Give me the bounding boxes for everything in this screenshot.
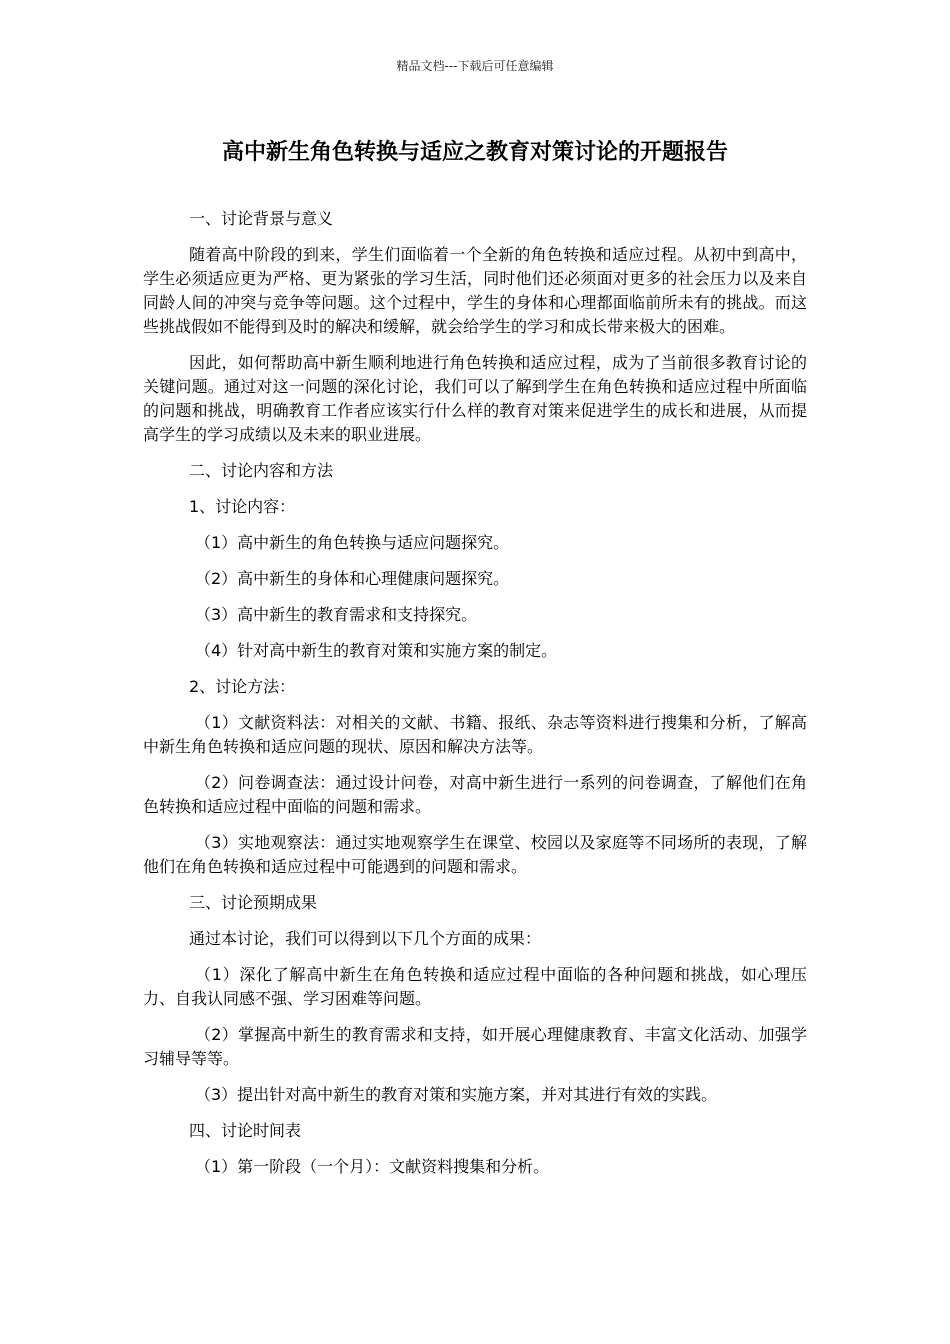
list-item: （3）实地观察法：通过实地观察学生在课堂、校园以及家庭等不同场所的表现，了解他们在角色转换和适应过程中可能遇到的问题和需求。: [143, 833, 807, 876]
section-heading-timeline: 四、讨论时间表: [189, 1121, 302, 1140]
subheading-method: 2、讨论方法：: [189, 677, 296, 696]
list-item: （3）高中新生的教育需求和支持探究。: [195, 605, 478, 624]
section-heading-content-method: 二、讨论内容和方法: [189, 461, 334, 480]
list-item: （1）第一阶段（一个月）：文献资料搜集和分析。: [195, 1157, 550, 1176]
document-body: [143, 207, 807, 1191]
list-item: （2）掌握高中新生的教育需求和支持，如开展心理健康教育、丰富文化活动、加强学习辅导等等。: [143, 1025, 807, 1068]
list-item: （1）文献资料法：对相关的文献、书籍、报纸、杂志等资料进行搜集和分析，了解高中新生角色转换和适应问题的现状、原因和解决方法等。: [143, 713, 807, 756]
list-item: （1）高中新生的角色转换与适应问题探究。: [195, 533, 510, 552]
list-item: （3）提出针对高中新生的教育对策和实施方案，并对其进行有效的实践。: [195, 1085, 718, 1104]
subheading-content: 1、讨论内容：: [189, 497, 296, 516]
paragraph-results-intro: 通过本讨论，我们可以得到以下几个方面的成果：: [189, 929, 542, 948]
document-title: 高中新生角色转换与适应之教育对策讨论的开题报告: [221, 140, 728, 165]
list-item: （4）针对高中新生的教育对策和实施方案的制定。: [195, 641, 558, 660]
section-heading-background: 一、讨论背景与意义: [189, 209, 334, 228]
list-item: （1）深化了解高中新生在角色转换和适应过程中面临的各种问题和挑战，如心理压力、自我认同感不强、学习困难等问题。: [143, 965, 807, 1008]
list-item: （2）高中新生的身体和心理健康问题探究。: [195, 569, 510, 588]
paragraph-background: 随着高中阶段的到来，学生们面临着一个全新的角色转换和适应过程。从初中到高中，学生必须适应更为严格、更为紧张的学习生活，同时他们还必须面对更多的社会压力以及来自同龄人间的冲突与竞争等问题。这个过程中，学生的身体和心理都面临前所未有的挑战。而这些挑战假如不能得到及时的解决和缓解，就会给学生的学习和成长带来极大的困难。: [143, 245, 807, 336]
list-item: （2）问卷调查法：通过设计问卷，对高中新生进行一系列的问卷调查，了解他们在角色转换和适应过程中面临的问题和需求。: [143, 773, 807, 816]
header-note: 精品文档---下载后可任意编辑: [396, 59, 554, 73]
paragraph-significance: 因此，如何帮助高中新生顺利地进行角色转换和适应过程，成为了当前很多教育讨论的关键问题。通过对这一问题的深化讨论，我们可以了解到学生在角色转换和适应过程中所面临的问题和挑战，明确教育工作者应该实行什么样的教育对策来促进学生的成长和进展，从而提高学生的学习成绩以及未来的职业进展。: [143, 353, 807, 444]
section-heading-expected-results: 三、讨论预期成果: [189, 893, 318, 912]
